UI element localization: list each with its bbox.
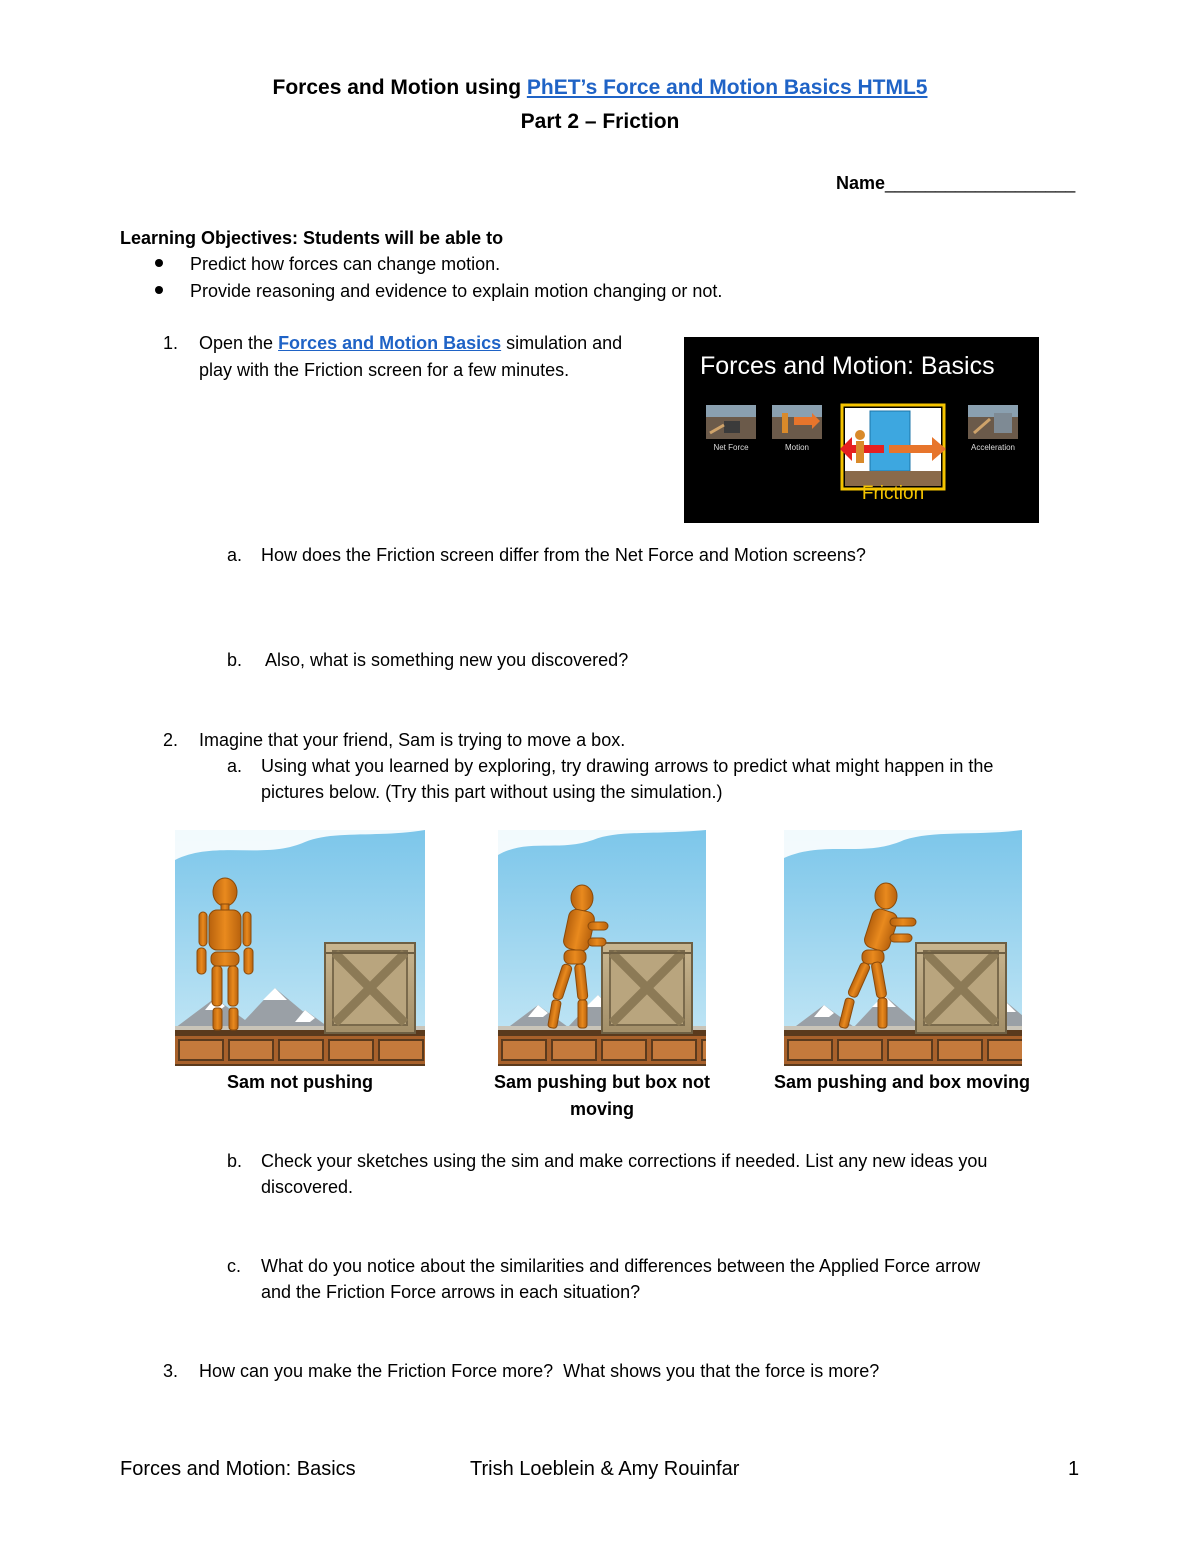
tab-motion[interactable]: Motion [784, 443, 809, 452]
q1-text-line2: play with the Friction screen for a few minutes. [199, 360, 570, 380]
caption-line2: moving [569, 1099, 634, 1119]
scene-sam-not-pushing [175, 830, 425, 1066]
bullet-icon [155, 286, 163, 294]
objective-item: Provide reasoning and evidence to explain motion changing or not. [190, 281, 723, 301]
scene-sam-pushing-box-moving [784, 830, 1022, 1066]
q2-number: 2. [163, 730, 179, 750]
q2a-text-line2: pictures below. (Try this part without using the simulation.) [261, 782, 723, 802]
q2c-number: c. [227, 1256, 242, 1276]
tab-net-force[interactable]: Net Force [713, 443, 749, 452]
caption-sam-not-pushing: Sam not pushing [227, 1072, 373, 1092]
footer-authors: Trish Loeblein & Amy Rouinfar [470, 1458, 740, 1480]
tab-acceleration[interactable]: Acceleration [970, 443, 1016, 452]
q1a-number: a. [227, 545, 243, 565]
q1b-text: Also, what is something new you discovered? [261, 650, 629, 670]
sim-title: Forces and Motion: Basics [700, 352, 995, 380]
title-prefix: Forces and Motion using [272, 76, 527, 99]
caption-sam-pushing-not-moving [462, 1069, 742, 1123]
q1-number: 1. [163, 333, 179, 353]
caption-sam-pushing-moving: Sam pushing and box moving [773, 1072, 1031, 1092]
tab-friction[interactable]: Friction [861, 483, 925, 504]
q2-text: Imagine that your friend, Sam is trying to move a box. [199, 730, 626, 750]
q2a-number: a. [227, 756, 243, 776]
q1a-text: How does the Friction screen differ from the Net Force and Motion screens? [261, 545, 866, 565]
q1-post: simulation and [501, 333, 623, 353]
q1b-number: b. [227, 650, 243, 670]
objectives-heading: Learning Objectives: Students will be able to [120, 228, 504, 248]
sim-link[interactable]: Forces and Motion Basics [278, 333, 502, 353]
sim-home-screenshot [684, 337, 1039, 523]
q1-text [199, 330, 622, 356]
objective-item: Predict how forces can change motion. [190, 254, 501, 274]
q2b-text-line1: Check your sketches using the sim and make corrections if needed. List any new ideas you [261, 1151, 988, 1171]
scene-sam-pushing-box-not-moving [498, 830, 706, 1066]
q2b-number: b. [227, 1151, 243, 1171]
name-label: Name [836, 173, 886, 193]
document-subtitle: Part 2 – Friction [520, 110, 680, 133]
q2a-text-line1: Using what you learned by exploring, try drawing arrows to predict what might happen in the [261, 756, 994, 776]
q2c-text-line2: and the Friction Force arrows in each situation? [261, 1282, 641, 1302]
q2c-text-line1: What do you notice about the similarities and differences between the Applied Force arrow [261, 1256, 981, 1276]
footer-left: Forces and Motion: Basics [120, 1458, 356, 1480]
phet-link[interactable]: PhET’s Force and Motion Basics HTML5 [526, 76, 928, 99]
q1-pre: Open the [199, 333, 279, 353]
page-number: 1 [1068, 1458, 1080, 1480]
document-title [0, 76, 1200, 100]
q3-number: 3. [163, 1361, 179, 1381]
name-blank: ___________________ [885, 173, 1076, 193]
q3-text: How can you make the Friction Force more? What shows you that the force is more? [199, 1361, 880, 1381]
q2b-text-line2: discovered. [261, 1177, 354, 1197]
bullet-icon [155, 259, 163, 267]
name-field[interactable] [836, 173, 1075, 194]
caption-line1: Sam pushing but box not [494, 1072, 710, 1092]
